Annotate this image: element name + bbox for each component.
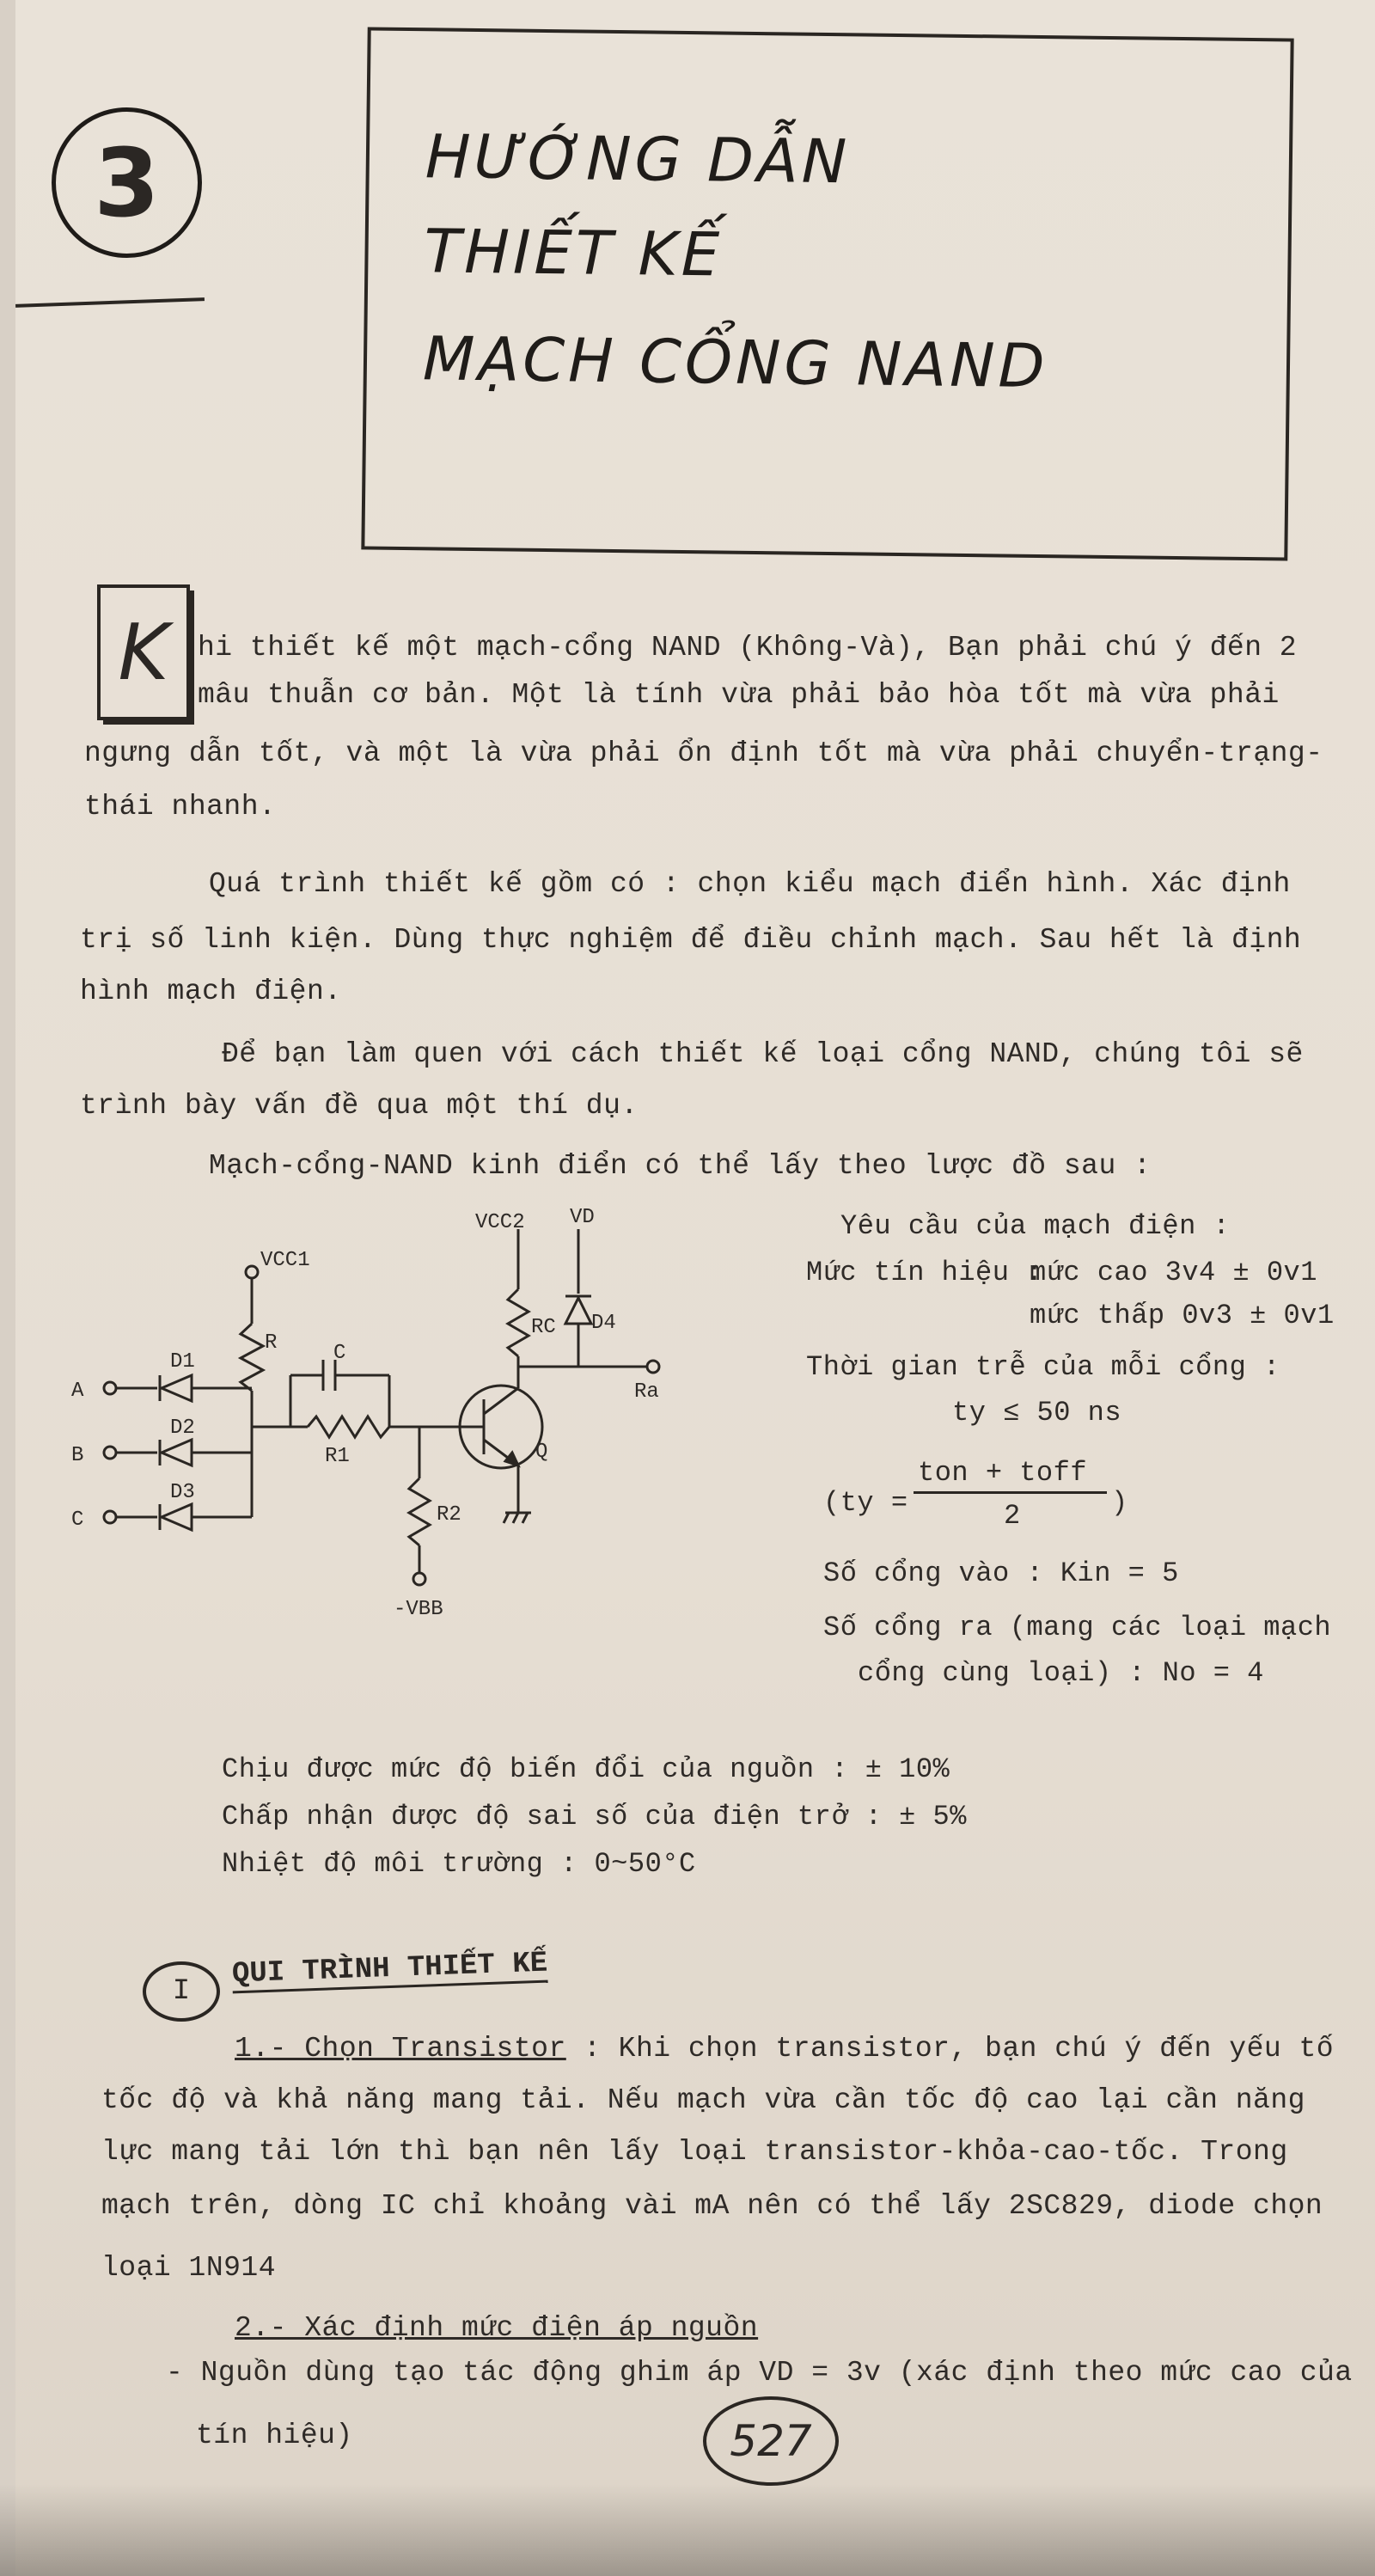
req-formula-lhs: (ty = xyxy=(823,1487,908,1519)
label-vcc1: VCC1 xyxy=(260,1249,310,1272)
label-c: C xyxy=(333,1342,346,1365)
label-vd: VD xyxy=(570,1206,595,1229)
label-q: Q xyxy=(535,1441,548,1464)
label-input-b: B xyxy=(71,1444,84,1467)
label-input-a: A xyxy=(71,1380,84,1403)
step2-line: - Nguồn dùng tạo tác động ghim áp VD = 3v (xác định theo mức cao của xyxy=(166,2357,1353,2389)
step1-text: : Khi chọn transistor, bạn chú ý đến yếu tố xyxy=(565,2033,1335,2065)
label-vcc2: VCC2 xyxy=(475,1211,525,1234)
label-output: Ra xyxy=(634,1380,659,1404)
label-d4: D4 xyxy=(591,1312,616,1335)
req-level-high: mức cao 3v4 ± 0v1 xyxy=(1030,1257,1317,1288)
req-level-label: Mức tín hiệu : xyxy=(806,1257,1043,1288)
req-level-low: mức thấp 0v3 ± 0v1 xyxy=(1030,1300,1335,1331)
step1-line: lực mang tải lớn thì bạn nên lấy loại transistor-khỏa-cao-tốc. Trong xyxy=(101,2136,1288,2168)
req-formula-denominator: 2 xyxy=(1004,1500,1021,1532)
para2-line: Quá trình thiết kế gồm có : chọn kiểu mạch điển hình. Xác định xyxy=(209,868,1291,900)
para2-line: trị số linh kiện. Dùng thực nghiệm để điều chỉnh mạch. Sau hết là định xyxy=(80,924,1302,956)
req-fanout-1: Số cổng ra (mang các loại mạch xyxy=(823,1612,1332,1643)
req-formula-numerator: ton + toff xyxy=(918,1457,1088,1489)
title-line-1: HƯỚNG DẪN xyxy=(425,121,851,198)
label-vbb: -VBB xyxy=(394,1598,443,1621)
req-formula-close: ) xyxy=(1111,1487,1128,1519)
nand-circuit-diagram xyxy=(50,1203,823,1650)
step2-line: tín hiệu) xyxy=(196,2420,353,2451)
para3-line: trình bày vấn đề qua một thí dụ. xyxy=(80,1090,639,1122)
section-title: QUI TRÌNH THIẾT KẾ xyxy=(231,1948,547,1994)
book-page xyxy=(15,0,1375,2576)
intro-line: hi thiết kế một mạch-cổng NAND (Không-Và), Bạn phải chú ý đến 2 xyxy=(198,632,1298,664)
title-line-2: THIẾT KẾ xyxy=(424,216,724,291)
section-number: I xyxy=(143,1961,220,2022)
req-heading: Yêu cầu của mạch điện : xyxy=(840,1210,1231,1242)
label-r1: R1 xyxy=(325,1445,350,1468)
step2-label: 2.- Xác định mức điện áp nguồn xyxy=(235,2312,759,2344)
step1-line: loại 1N914 xyxy=(101,2252,277,2284)
req-delay-value: ty ≤ 50 ns xyxy=(952,1397,1122,1429)
intro-line: ngưng dẫn tốt, và một là vừa phải ổn định tốt mà vừa phải chuyển-trạng- xyxy=(84,737,1323,769)
para2-line: hình mạch điện. xyxy=(80,976,342,1007)
label-rc: RC xyxy=(531,1316,556,1339)
chapter-rule xyxy=(15,297,205,308)
tolerance-temperature: Nhiệt độ môi trường : 0~50°C xyxy=(222,1848,696,1880)
label-d2: D2 xyxy=(170,1416,195,1440)
step1-label: 1.- Chọn Transistor xyxy=(235,2033,566,2065)
title-line-3: MẠCH CỔNG NAND xyxy=(422,323,1048,402)
step1-line: mạch trên, dòng IC chỉ khoảng vài mA nên có thể lấy 2SC829, diode chọn xyxy=(101,2190,1323,2222)
label-r2: R2 xyxy=(437,1503,461,1527)
para4-line: Mạch-cổng-NAND kinh điển có thể lấy theo lược đồ sau : xyxy=(209,1150,1152,1182)
label-d3: D3 xyxy=(170,1481,195,1504)
page-edge-shadow xyxy=(0,2484,1375,2576)
drop-cap: K xyxy=(97,584,190,720)
req-fanout-2: cổng cùng loại) : No = 4 xyxy=(858,1657,1264,1689)
intro-line: mâu thuẫn cơ bản. Một là tính vừa phải bảo hòa tốt mà vừa phải xyxy=(198,679,1280,711)
label-d1: D1 xyxy=(170,1350,195,1374)
para3-line: Để bạn làm quen với cách thiết kế loại cổng NAND, chúng tôi sẽ xyxy=(222,1038,1304,1070)
tolerance-supply: Chịu được mức độ biến đổi của nguồn : ± 10% xyxy=(222,1753,950,1785)
tolerance-resistor: Chấp nhận được độ sai số của điện trở : ± 5% xyxy=(222,1801,967,1833)
step1-first-line xyxy=(235,2033,1334,2065)
formula-fraction-bar xyxy=(914,1491,1107,1494)
page-number: 527 xyxy=(703,2396,839,2486)
title-box xyxy=(361,27,1293,560)
label-input-c: C xyxy=(71,1508,84,1532)
intro-line: thái nhanh. xyxy=(84,791,277,823)
chapter-number: 3 xyxy=(52,107,202,258)
label-r: R xyxy=(265,1331,278,1355)
req-fanin: Số cổng vào : Kin = 5 xyxy=(823,1557,1179,1589)
req-delay-label: Thời gian trễ của mỗi cổng : xyxy=(806,1351,1280,1383)
step1-line: tốc độ và khả năng mang tải. Nếu mạch vừa cần tốc độ cao lại cần năng xyxy=(101,2084,1305,2116)
